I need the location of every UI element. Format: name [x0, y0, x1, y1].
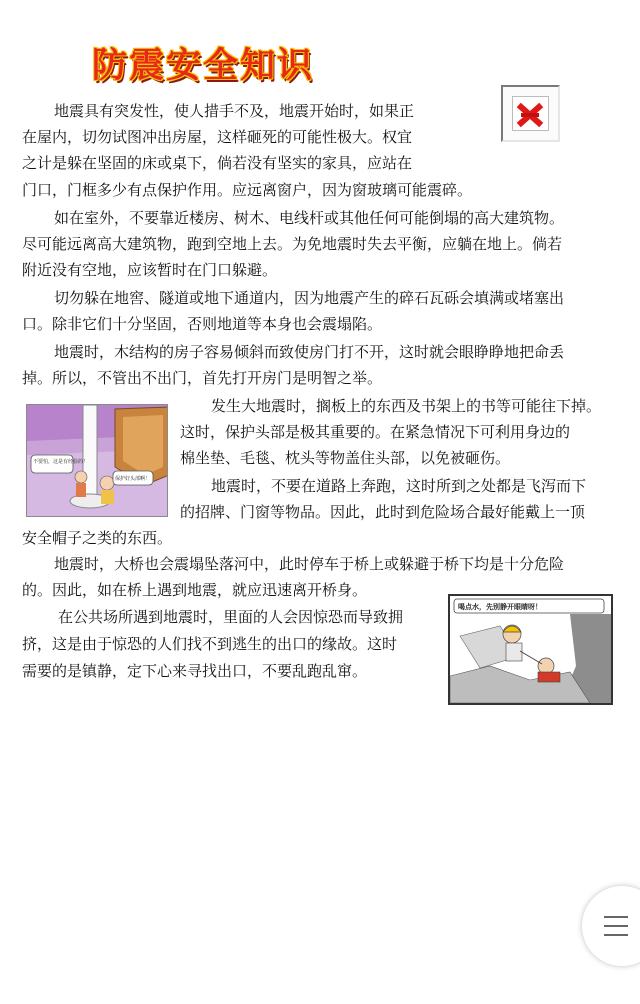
- text-line: 的招牌、门窗等物品。因此，此时到危险场合最好能戴上一顶: [180, 503, 586, 521]
- earthquake-shelter-illustration: [26, 404, 168, 517]
- floating-menu-button[interactable]: [582, 886, 640, 966]
- text-line: 棉坐垫、毛毯、枕头等物盖住头部，以免被砸伤。: [180, 449, 511, 467]
- bubble-left-text: 不要怕，这是有经验的！: [33, 459, 89, 465]
- text-line: 在屋内，切勿试图冲出房屋，这样砸死的可能性极大。权宜: [22, 128, 413, 146]
- text-line: 这时，保护头部是极其重要的。在紧急情况下可利用身边的: [180, 423, 571, 441]
- text-line: 如在室外，不要靠近楼房、树木、电线杆或其他任何可能倒塌的高大建筑物。: [54, 209, 565, 227]
- text-line: 之计是躲在坚固的床或桌下，倘若没有坚实的家具，应站在: [22, 154, 413, 172]
- text-line: 口。除非它们十分坚固，否则地道等本身也会震塌陷。: [22, 315, 383, 333]
- broken-image-icon: [510, 95, 550, 135]
- text-line: 在公共场所遇到地震时，里面的人会因惊恐而导致拥: [58, 608, 404, 626]
- bubble-right-text: 保护好头部啊！: [115, 476, 151, 482]
- text-line: 地震时，不要在道路上奔跑，这时所到之处都是飞泻而下: [211, 477, 587, 495]
- rescue-comic-illustration: [448, 594, 613, 705]
- text-line: 挤，这是由于惊恐的人们找不到逃生的出口的缘故。这时: [22, 635, 398, 653]
- page-title: 防震安全知识: [92, 46, 315, 86]
- text-line: 安全帽子之类的东西。: [22, 529, 173, 547]
- text-line: 地震时，大桥也会震塌坠落河中，此时停车于桥上或躲避于桥下均是十分危险: [54, 555, 565, 573]
- text-line: 附近没有空地，应该暂时在门口躲避。: [22, 261, 278, 279]
- hamburger-menu-icon: [604, 916, 628, 943]
- text-line: 地震时，木结构的房子容易倾斜而致使房门打不开，这时就会眼睁睁地把命丢: [54, 343, 565, 361]
- text-line: 尽可能远离高大建筑物，跑到空地上去。为免地震时失去平衡，应躺在地上。倘若: [22, 235, 563, 253]
- text-line: 掉。所以，不管出不出门，首先打开房门是明智之举。: [22, 369, 383, 387]
- text-line: 的。因此，如在桥上遇到地震，就应迅速离开桥身。: [22, 581, 368, 599]
- text-line: 门口，门框多少有点保护作用。应远离窗户，因为窗玻璃可能震碎。: [22, 181, 473, 199]
- broken-image-placeholder: [501, 85, 560, 142]
- text-line: 发生大地震时，搁板上的东西及书架上的书等可能往下掉。: [211, 397, 602, 415]
- text-line: 需要的是镇静，定下心来寻找出口，不要乱跑乱窜。: [22, 662, 368, 680]
- text-line: 地震具有突发性，使人措手不及，地震开始时，如果正: [54, 102, 415, 120]
- rescue-caption: 喝点水，先别静开眼睛呀！: [458, 603, 542, 611]
- text-line: 切勿躲在地窖、隧道或地下通道内，因为地震产生的碎石瓦砾会填满或堵塞出: [54, 289, 565, 307]
